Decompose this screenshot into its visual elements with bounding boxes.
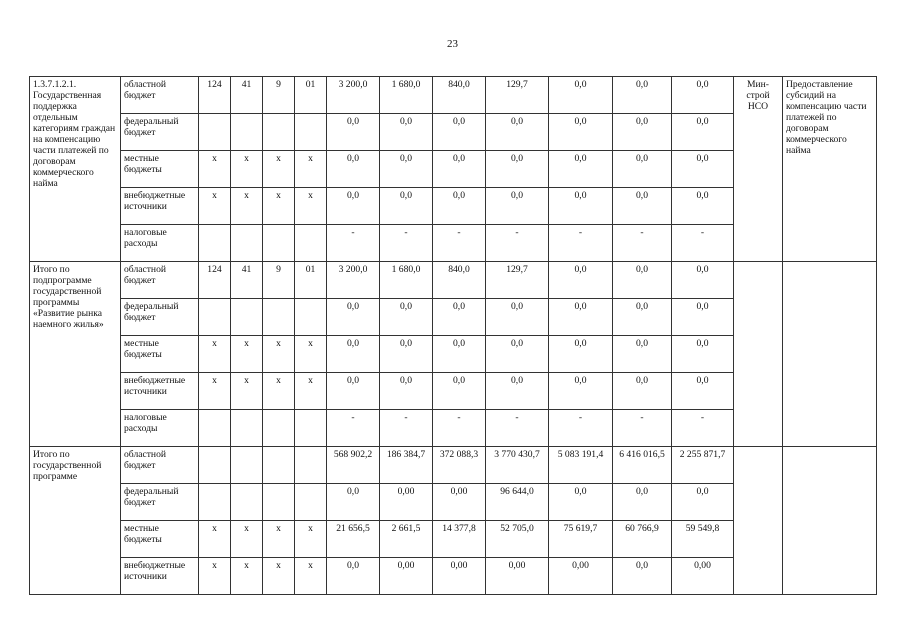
amount-cell: - (549, 225, 613, 262)
amount-cell: 0,0 (613, 484, 672, 521)
code-cell (199, 484, 231, 521)
amount-cell: 0,0 (613, 114, 672, 151)
amount-cell: 60 766,9 (613, 521, 672, 558)
amount-cell: - (433, 225, 486, 262)
code-cell: x (199, 558, 231, 595)
amount-cell: 0,0 (613, 77, 672, 114)
code-cell: x (199, 188, 231, 225)
amount-cell: 96 644,0 (486, 484, 549, 521)
amount-cell: 0,0 (327, 114, 380, 151)
amount-cell: 0,0 (433, 373, 486, 410)
amount-cell: 0,0 (672, 262, 734, 299)
code-cell: x (263, 558, 295, 595)
funding-source: внебюджетные источники (121, 558, 199, 595)
funding-source: местные бюджеты (121, 521, 199, 558)
table-row (30, 77, 877, 114)
amount-cell: 0,0 (486, 151, 549, 188)
code-cell: x (199, 151, 231, 188)
code-cell (231, 410, 263, 447)
amount-cell: 0,0 (486, 114, 549, 151)
amount-cell: 0,0 (672, 188, 734, 225)
amount-cell: 0,0 (327, 299, 380, 336)
code-cell: x (263, 373, 295, 410)
amount-cell: 1 680,0 (380, 262, 433, 299)
code-cell: x (295, 373, 327, 410)
amount-cell: 0,0 (672, 299, 734, 336)
amount-cell: 21 656,5 (327, 521, 380, 558)
code-cell (231, 225, 263, 262)
code-cell (295, 225, 327, 262)
amount-cell: 2 255 871,7 (672, 447, 734, 484)
code-cell: 9 (263, 262, 295, 299)
amount-cell: 0,0 (672, 114, 734, 151)
code-cell: 124 (199, 77, 231, 114)
amount-cell: 5 083 191,4 (549, 447, 613, 484)
code-cell: x (295, 558, 327, 595)
funding-source: местные бюджеты (121, 151, 199, 188)
funding-source: внебюджетные источники (121, 188, 199, 225)
table-row (30, 447, 877, 484)
amount-cell: 0,0 (549, 336, 613, 373)
amount-cell: 0,0 (613, 558, 672, 595)
amount-cell: - (486, 410, 549, 447)
amount-cell: 0,0 (672, 77, 734, 114)
amount-cell: 0,0 (549, 188, 613, 225)
amount-cell: 0,0 (613, 299, 672, 336)
code-cell: x (199, 336, 231, 373)
code-cell (199, 447, 231, 484)
amount-cell: 0,0 (613, 151, 672, 188)
amount-cell: 0,0 (672, 336, 734, 373)
code-cell: x (231, 373, 263, 410)
measure-title: Итого по подпрограмме государственной программы «Развитие рынка наемного жилья» (30, 262, 121, 447)
amount-cell: 0,0 (549, 262, 613, 299)
amount-cell: 129,7 (486, 77, 549, 114)
code-cell: x (263, 521, 295, 558)
amount-cell: 129,7 (486, 262, 549, 299)
amount-cell: - (327, 225, 380, 262)
amount-cell: - (433, 410, 486, 447)
amount-cell: 0,0 (380, 299, 433, 336)
table-row (30, 262, 877, 299)
code-cell: 9 (263, 77, 295, 114)
code-cell (199, 410, 231, 447)
amount-cell: - (613, 410, 672, 447)
code-cell: 01 (295, 77, 327, 114)
measure-title: Итого по государственной программе (30, 447, 121, 595)
code-cell (263, 410, 295, 447)
code-cell (295, 299, 327, 336)
code-cell (263, 299, 295, 336)
amount-cell: 0,0 (613, 336, 672, 373)
amount-cell: 0,00 (433, 558, 486, 595)
amount-cell: 840,0 (433, 77, 486, 114)
code-cell: 124 (199, 262, 231, 299)
code-cell (231, 447, 263, 484)
code-cell (231, 484, 263, 521)
code-cell: 41 (231, 262, 263, 299)
code-cell (263, 447, 295, 484)
amount-cell: 0,0 (486, 336, 549, 373)
expected-result (783, 447, 877, 595)
amount-cell: 0,0 (672, 484, 734, 521)
amount-cell: 0,00 (433, 484, 486, 521)
code-cell: x (231, 151, 263, 188)
amount-cell: 14 377,8 (433, 521, 486, 558)
amount-cell: 0,0 (486, 373, 549, 410)
funding-source: федеральный бюджет (121, 484, 199, 521)
amount-cell: 0,0 (380, 151, 433, 188)
amount-cell: 0,0 (327, 484, 380, 521)
amount-cell: 3 770 430,7 (486, 447, 549, 484)
amount-cell: 0,0 (672, 151, 734, 188)
amount-cell: 0,0 (549, 151, 613, 188)
executor-cell: Мин-строй НСО (734, 77, 783, 262)
amount-cell: 840,0 (433, 262, 486, 299)
amount-cell: 0,00 (380, 484, 433, 521)
amount-cell: 0,0 (613, 373, 672, 410)
code-cell (295, 410, 327, 447)
code-cell (263, 225, 295, 262)
amount-cell: - (672, 225, 734, 262)
amount-cell: - (613, 225, 672, 262)
amount-cell: 0,00 (486, 558, 549, 595)
amount-cell: 0,0 (433, 188, 486, 225)
amount-cell: 0,0 (327, 188, 380, 225)
amount-cell: 0,00 (380, 558, 433, 595)
code-cell: x (231, 521, 263, 558)
amount-cell: 0,0 (327, 151, 380, 188)
code-cell (295, 484, 327, 521)
code-cell: 41 (231, 77, 263, 114)
amount-cell: 0,00 (549, 558, 613, 595)
code-cell: 01 (295, 262, 327, 299)
code-cell: x (231, 336, 263, 373)
executor-cell (734, 447, 783, 595)
funding-source: налоговые расходы (121, 410, 199, 447)
amount-cell: - (380, 410, 433, 447)
measure-title: 1.3.7.1.2.1. Государственная поддержка отдельным категориям граждан на компенсацию части платежей по договорам коммерческого найма (30, 77, 121, 262)
amount-cell: 0,0 (486, 299, 549, 336)
amount-cell: 0,0 (549, 77, 613, 114)
code-cell: x (295, 521, 327, 558)
code-cell: x (263, 336, 295, 373)
code-cell: x (295, 188, 327, 225)
code-cell (295, 447, 327, 484)
funding-source: местные бюджеты (121, 336, 199, 373)
amount-cell: 0,0 (613, 188, 672, 225)
page-number: 23 (447, 38, 458, 50)
amount-cell: 3 200,0 (327, 77, 380, 114)
amount-cell: 0,0 (549, 299, 613, 336)
amount-cell: 3 200,0 (327, 262, 380, 299)
amount-cell: 1 680,0 (380, 77, 433, 114)
amount-cell: - (327, 410, 380, 447)
amount-cell: 52 705,0 (486, 521, 549, 558)
amount-cell: 568 902,2 (327, 447, 380, 484)
amount-cell: 0,0 (380, 336, 433, 373)
budget-table (29, 76, 877, 595)
amount-cell: - (672, 410, 734, 447)
amount-cell: 0,00 (672, 558, 734, 595)
code-cell: x (295, 151, 327, 188)
amount-cell: 0,0 (433, 151, 486, 188)
code-cell (295, 114, 327, 151)
code-cell (263, 114, 295, 151)
amount-cell: 0,0 (549, 373, 613, 410)
amount-cell: - (486, 225, 549, 262)
amount-cell: 6 416 016,5 (613, 447, 672, 484)
code-cell (199, 225, 231, 262)
amount-cell: 0,0 (327, 336, 380, 373)
expected-result (783, 262, 877, 447)
amount-cell: 186 384,7 (380, 447, 433, 484)
code-cell: x (231, 558, 263, 595)
code-cell (263, 484, 295, 521)
code-cell (199, 114, 231, 151)
funding-source: областной бюджет (121, 262, 199, 299)
amount-cell: 59 549,8 (672, 521, 734, 558)
amount-cell: - (549, 410, 613, 447)
amount-cell: 0,0 (327, 373, 380, 410)
amount-cell: - (380, 225, 433, 262)
amount-cell: 2 661,5 (380, 521, 433, 558)
amount-cell: 0,0 (433, 336, 486, 373)
code-cell: x (199, 373, 231, 410)
funding-source: областной бюджет (121, 447, 199, 484)
code-cell (199, 299, 231, 336)
funding-source: внебюджетные источники (121, 373, 199, 410)
executor-cell (734, 262, 783, 447)
code-cell (231, 114, 263, 151)
amount-cell: 0,0 (380, 373, 433, 410)
code-cell: x (295, 336, 327, 373)
amount-cell: 0,0 (433, 299, 486, 336)
code-cell: x (263, 188, 295, 225)
amount-cell: 0,0 (672, 373, 734, 410)
amount-cell: 0,0 (380, 188, 433, 225)
amount-cell: 0,0 (486, 188, 549, 225)
funding-source: областной бюджет (121, 77, 199, 114)
code-cell (231, 299, 263, 336)
amount-cell: 0,0 (433, 114, 486, 151)
amount-cell: 75 619,7 (549, 521, 613, 558)
funding-source: федеральный бюджет (121, 114, 199, 151)
funding-source: федеральный бюджет (121, 299, 199, 336)
code-cell: x (263, 151, 295, 188)
amount-cell: 0,0 (549, 114, 613, 151)
code-cell: x (231, 188, 263, 225)
expected-result: Предоставление субсидий на компенсацию части платежей по договорам коммерческого найма (783, 77, 877, 262)
amount-cell: 0,0 (327, 558, 380, 595)
amount-cell: 0,0 (549, 484, 613, 521)
amount-cell: 372 088,3 (433, 447, 486, 484)
code-cell: x (199, 521, 231, 558)
funding-source: налоговые расходы (121, 225, 199, 262)
amount-cell: 0,0 (380, 114, 433, 151)
amount-cell: 0,0 (613, 262, 672, 299)
